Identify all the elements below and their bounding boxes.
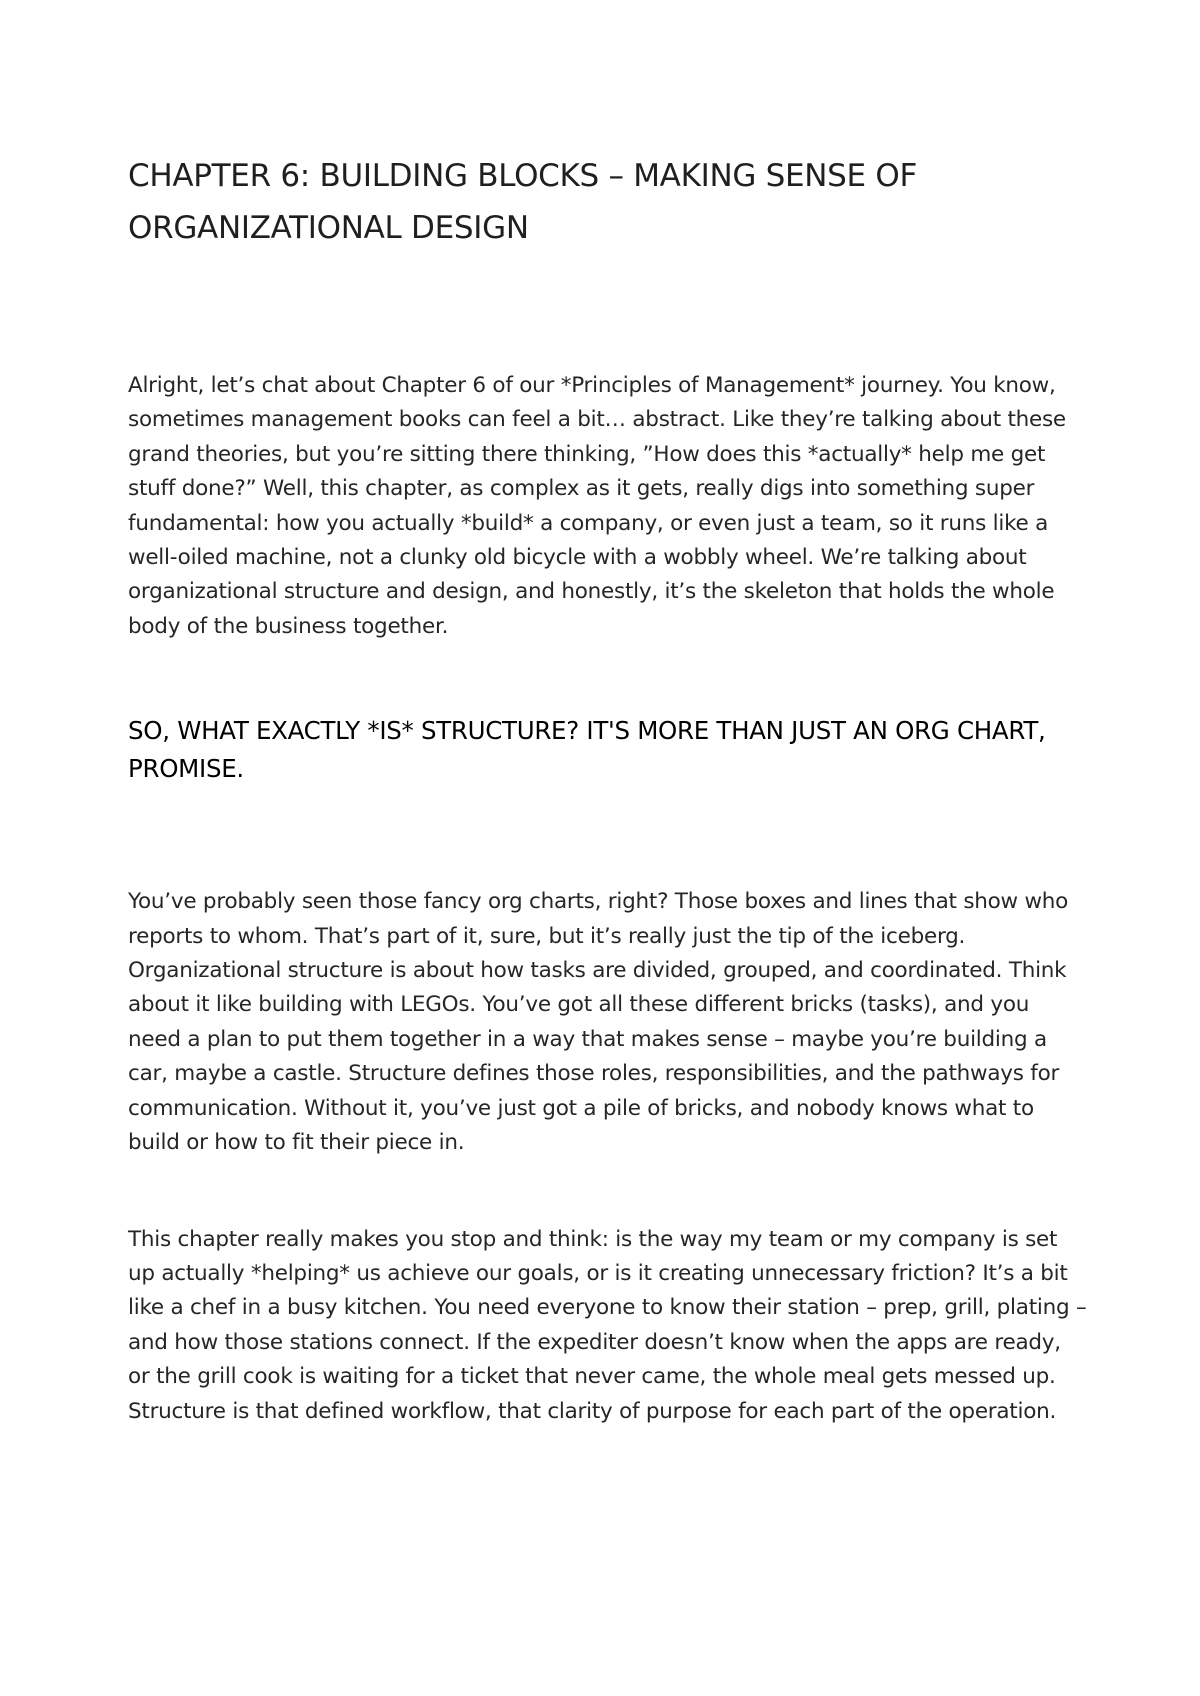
document-content: [128, 150, 1088, 1429]
body-paragraph: This chapter really makes you stop and think: is the way my team or my company is set up actually *helping* us achieve our goals, or is it creating unnecessary friction? It’s a bit like a chef in a busy kitchen. You need everyone to know their station – prep, grill, plating – and how those stations connect. If the expediter doesn’t know when the apps are ready, or the grill cook is waiting for a ticket that never came, the whole meal gets messed up. Structure is that defined workflow, that clarity of purpose for each part of the operation.: [128, 1226, 1087, 1424]
intro-paragraph: Alright, let’s chat about Chapter 6 of our *Principles of Management* journey. You know, sometimes management books can feel a bit… abstract. Like they’re talking about these grand theories, but you’re sitting there thinking, ”How does this *actually* help me get stuff done?” Well, this chapter, as complex as it gets, really digs into something super fundamental: how you actually *build* a company, or even just a team, so it runs like a well-oiled machine, not a clunky old bicycle with a wobbly wheel. We’re talking about organizational structure and design, and honestly, it’s the skeleton that holds the whole body of the business together.: [128, 373, 1066, 639]
chapter-title: CHAPTER 6: BUILDING BLOCKS – MAKING SENSE OF ORGANIZATIONAL DESIGN: [128, 158, 918, 246]
section-heading: SO, WHAT EXACTLY *IS* STRUCTURE? IT'S MORE THAN JUST AN ORG CHART, PROMISE.: [128, 716, 1046, 784]
body-paragraph: You’ve probably seen those fancy org charts, right? Those boxes and lines that show who reports to whom. That’s part of it, sure, but it’s really just the tip of the iceberg. Organizational structure is about how tasks are divided, grouped, and coordinated. Think about it like building with LEGOs. You’ve got all these different bricks (tasks), and you need a plan to put them together in a way that makes sense – maybe you’re building a car, maybe a castle. Structure defines those roles, responsibilities, and the pathways for communication. Without it, you’ve just got a pile of bricks, and nobody knows what to build or how to fit their piece in.: [128, 889, 1069, 1156]
